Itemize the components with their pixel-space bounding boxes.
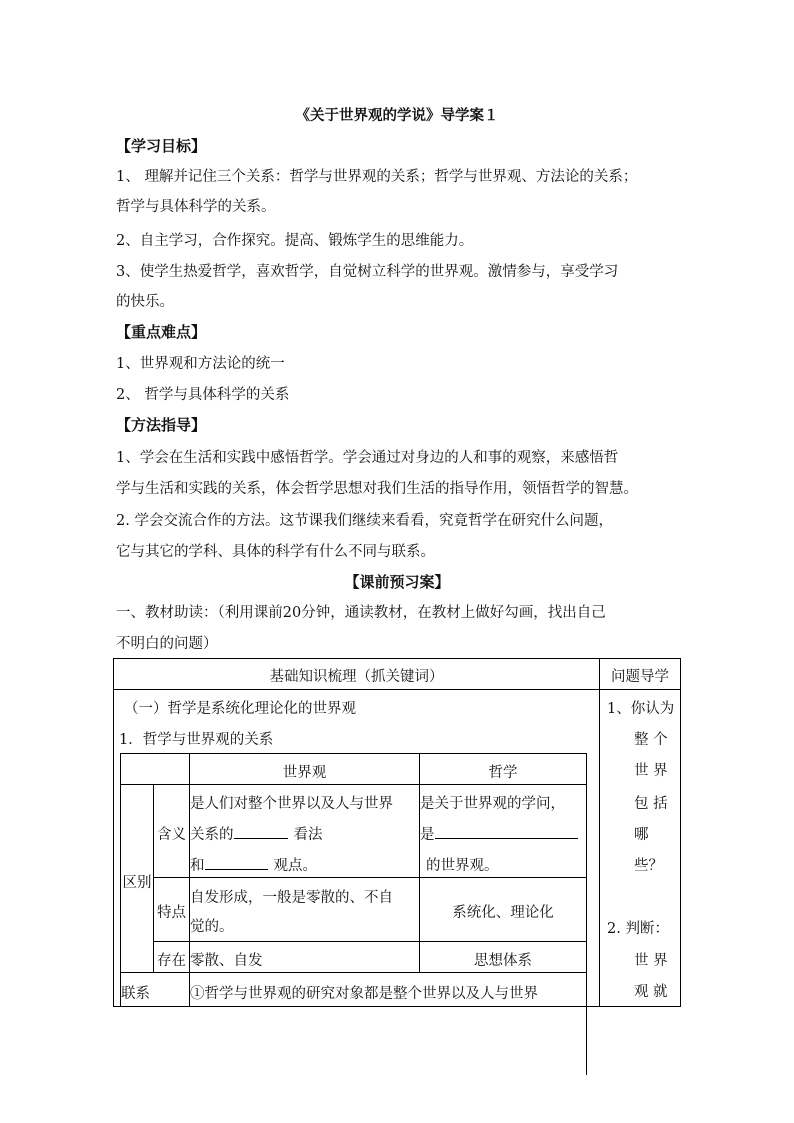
method-2-line-2: 它与其它的学科、具体的科学有什么不同与联系。 <box>116 544 435 560</box>
preview-instruction-line-1: 一、教材助读：（利用课前20分钟，通读教材，在教材上做好勾画，找出自己 <box>116 605 606 621</box>
feature-worldview-line-2: 觉的。 <box>190 919 234 935</box>
row-label-feature: 特点 <box>157 905 186 921</box>
outer-header-divider <box>113 689 681 690</box>
inner-right-border <box>586 753 587 1075</box>
outer-top-border <box>113 658 681 659</box>
outer-left-border <box>113 658 114 1007</box>
question-2-line-2: 世 界 <box>634 953 668 969</box>
subsection-title: （一）哲学是系统化理论化的世界观 <box>124 701 356 717</box>
row-label-meaning: 含义 <box>157 827 186 843</box>
meaning-worldview-line-2 <box>190 823 323 844</box>
fill-blank-2 <box>205 855 268 870</box>
inner-column-divider <box>419 753 420 972</box>
column-header-worldview: 世界观 <box>282 765 327 781</box>
question-1-line-2: 整 个 <box>634 732 668 748</box>
row-group-difference: 区别 <box>122 875 152 891</box>
section-preview-heading: 【课前预习案】 <box>344 573 450 591</box>
question-2-line-1: 2. 判断： <box>607 921 669 937</box>
column-header-philosophy: 哲学 <box>488 765 518 781</box>
method-2-line-1: 2. 学会交流合作的方法。这节课我们继续来看看，究竟哲学在研究什么问题， <box>116 513 613 529</box>
meaning-worldview-line-1: 是人们对整个世界以及人与世界 <box>190 796 393 812</box>
table-header-questions: 问题导学 <box>611 669 669 685</box>
meaning-worldview-text-a: 关系的 <box>190 827 234 843</box>
fill-blank-1 <box>234 824 288 839</box>
question-1-line-4: 包 括 <box>634 796 668 812</box>
inner-row-divider-2 <box>153 941 587 942</box>
question-1-line-1: 1、你认为 <box>607 701 675 717</box>
goal-3-line-2: 的快乐。 <box>116 294 174 310</box>
outer-right-border <box>680 658 681 1007</box>
meaning-worldview-text-b: 看法 <box>293 827 323 843</box>
section-method-heading: 【方法指导】 <box>116 416 207 434</box>
meaning-worldview-text-d: 观点。 <box>273 858 317 874</box>
meaning-philosophy-line-3: 的世界观。 <box>426 858 499 874</box>
section-key-heading: 【重点难点】 <box>116 323 207 341</box>
preview-instruction-line-2: 不明白的问题） <box>116 636 218 652</box>
meaning-philosophy-line-1: 是关于世界观的学问， <box>420 796 565 812</box>
question-2-line-3: 观 就 <box>634 984 668 1000</box>
meaning-worldview-text-c: 和 <box>190 858 205 874</box>
existence-worldview: 零散、自发 <box>190 953 263 969</box>
question-1-line-5: 哪 <box>634 827 649 843</box>
subsection-relation: 1．哲学与世界观的关系 <box>119 732 274 748</box>
inner-group-divider <box>153 784 154 972</box>
inner-top-border <box>120 753 587 754</box>
fill-blank-3 <box>435 824 578 839</box>
inner-row-divider-3 <box>120 972 587 973</box>
key-point-2: 2、 哲学与具体科学的关系 <box>116 387 290 403</box>
meaning-worldview-line-3 <box>190 854 317 875</box>
existence-philosophy: 思想体系 <box>474 953 532 969</box>
row-label-connection: 联系 <box>121 986 150 1002</box>
feature-philosophy: 系统化、理论化 <box>452 905 554 921</box>
question-1-line-6: 些？ <box>634 858 663 874</box>
goal-1-line-2: 哲学与具体科学的关系。 <box>116 199 276 215</box>
inner-row-divider-1 <box>153 877 587 878</box>
meaning-philosophy-line-2 <box>420 823 578 844</box>
method-1-line-2: 学与生活和实践的关系，体会哲学思想对我们生活的指导作用，领悟哲学的智慧。 <box>116 481 638 497</box>
table-header-knowledge: 基础知识梳理（抓关键词） <box>269 669 444 685</box>
connection-text: ①哲学与世界观的研究对象都是整个世界以及人与世界 <box>190 986 538 1002</box>
goal-2: 2、自主学习，合作探究。提高、锻炼学生的思维能力。 <box>116 233 474 249</box>
row-label-existence: 存在 <box>157 953 186 969</box>
feature-worldview-line-1: 自发形成，一般是零散的、不自 <box>190 890 393 906</box>
goal-1-line-1: 1、 理解并记住三个关系：哲学与世界观的关系；哲学与世界观、方法论的关系； <box>116 169 638 185</box>
goal-3-line-1: 3、使学生热爱哲学，喜欢哲学，自觉树立科学的世界观。激情参与，享受学习 <box>116 264 619 280</box>
key-point-1: 1、世界观和方法论的统一 <box>116 356 285 372</box>
outer-bottom-border <box>113 1006 681 1007</box>
method-1-line-1: 1、学会在生活和实践中感悟哲学。学会通过对身边的人和事的观察，来感悟哲 <box>116 450 619 466</box>
inner-header-divider <box>120 784 587 785</box>
meaning-philosophy-text-a: 是 <box>420 827 435 843</box>
question-1-line-3: 世 界 <box>634 763 668 779</box>
outer-column-divider <box>599 658 600 1007</box>
section-goals-heading: 【学习目标】 <box>116 137 207 155</box>
document-title: 《关于世界观的学说》导学案１ <box>295 107 499 124</box>
